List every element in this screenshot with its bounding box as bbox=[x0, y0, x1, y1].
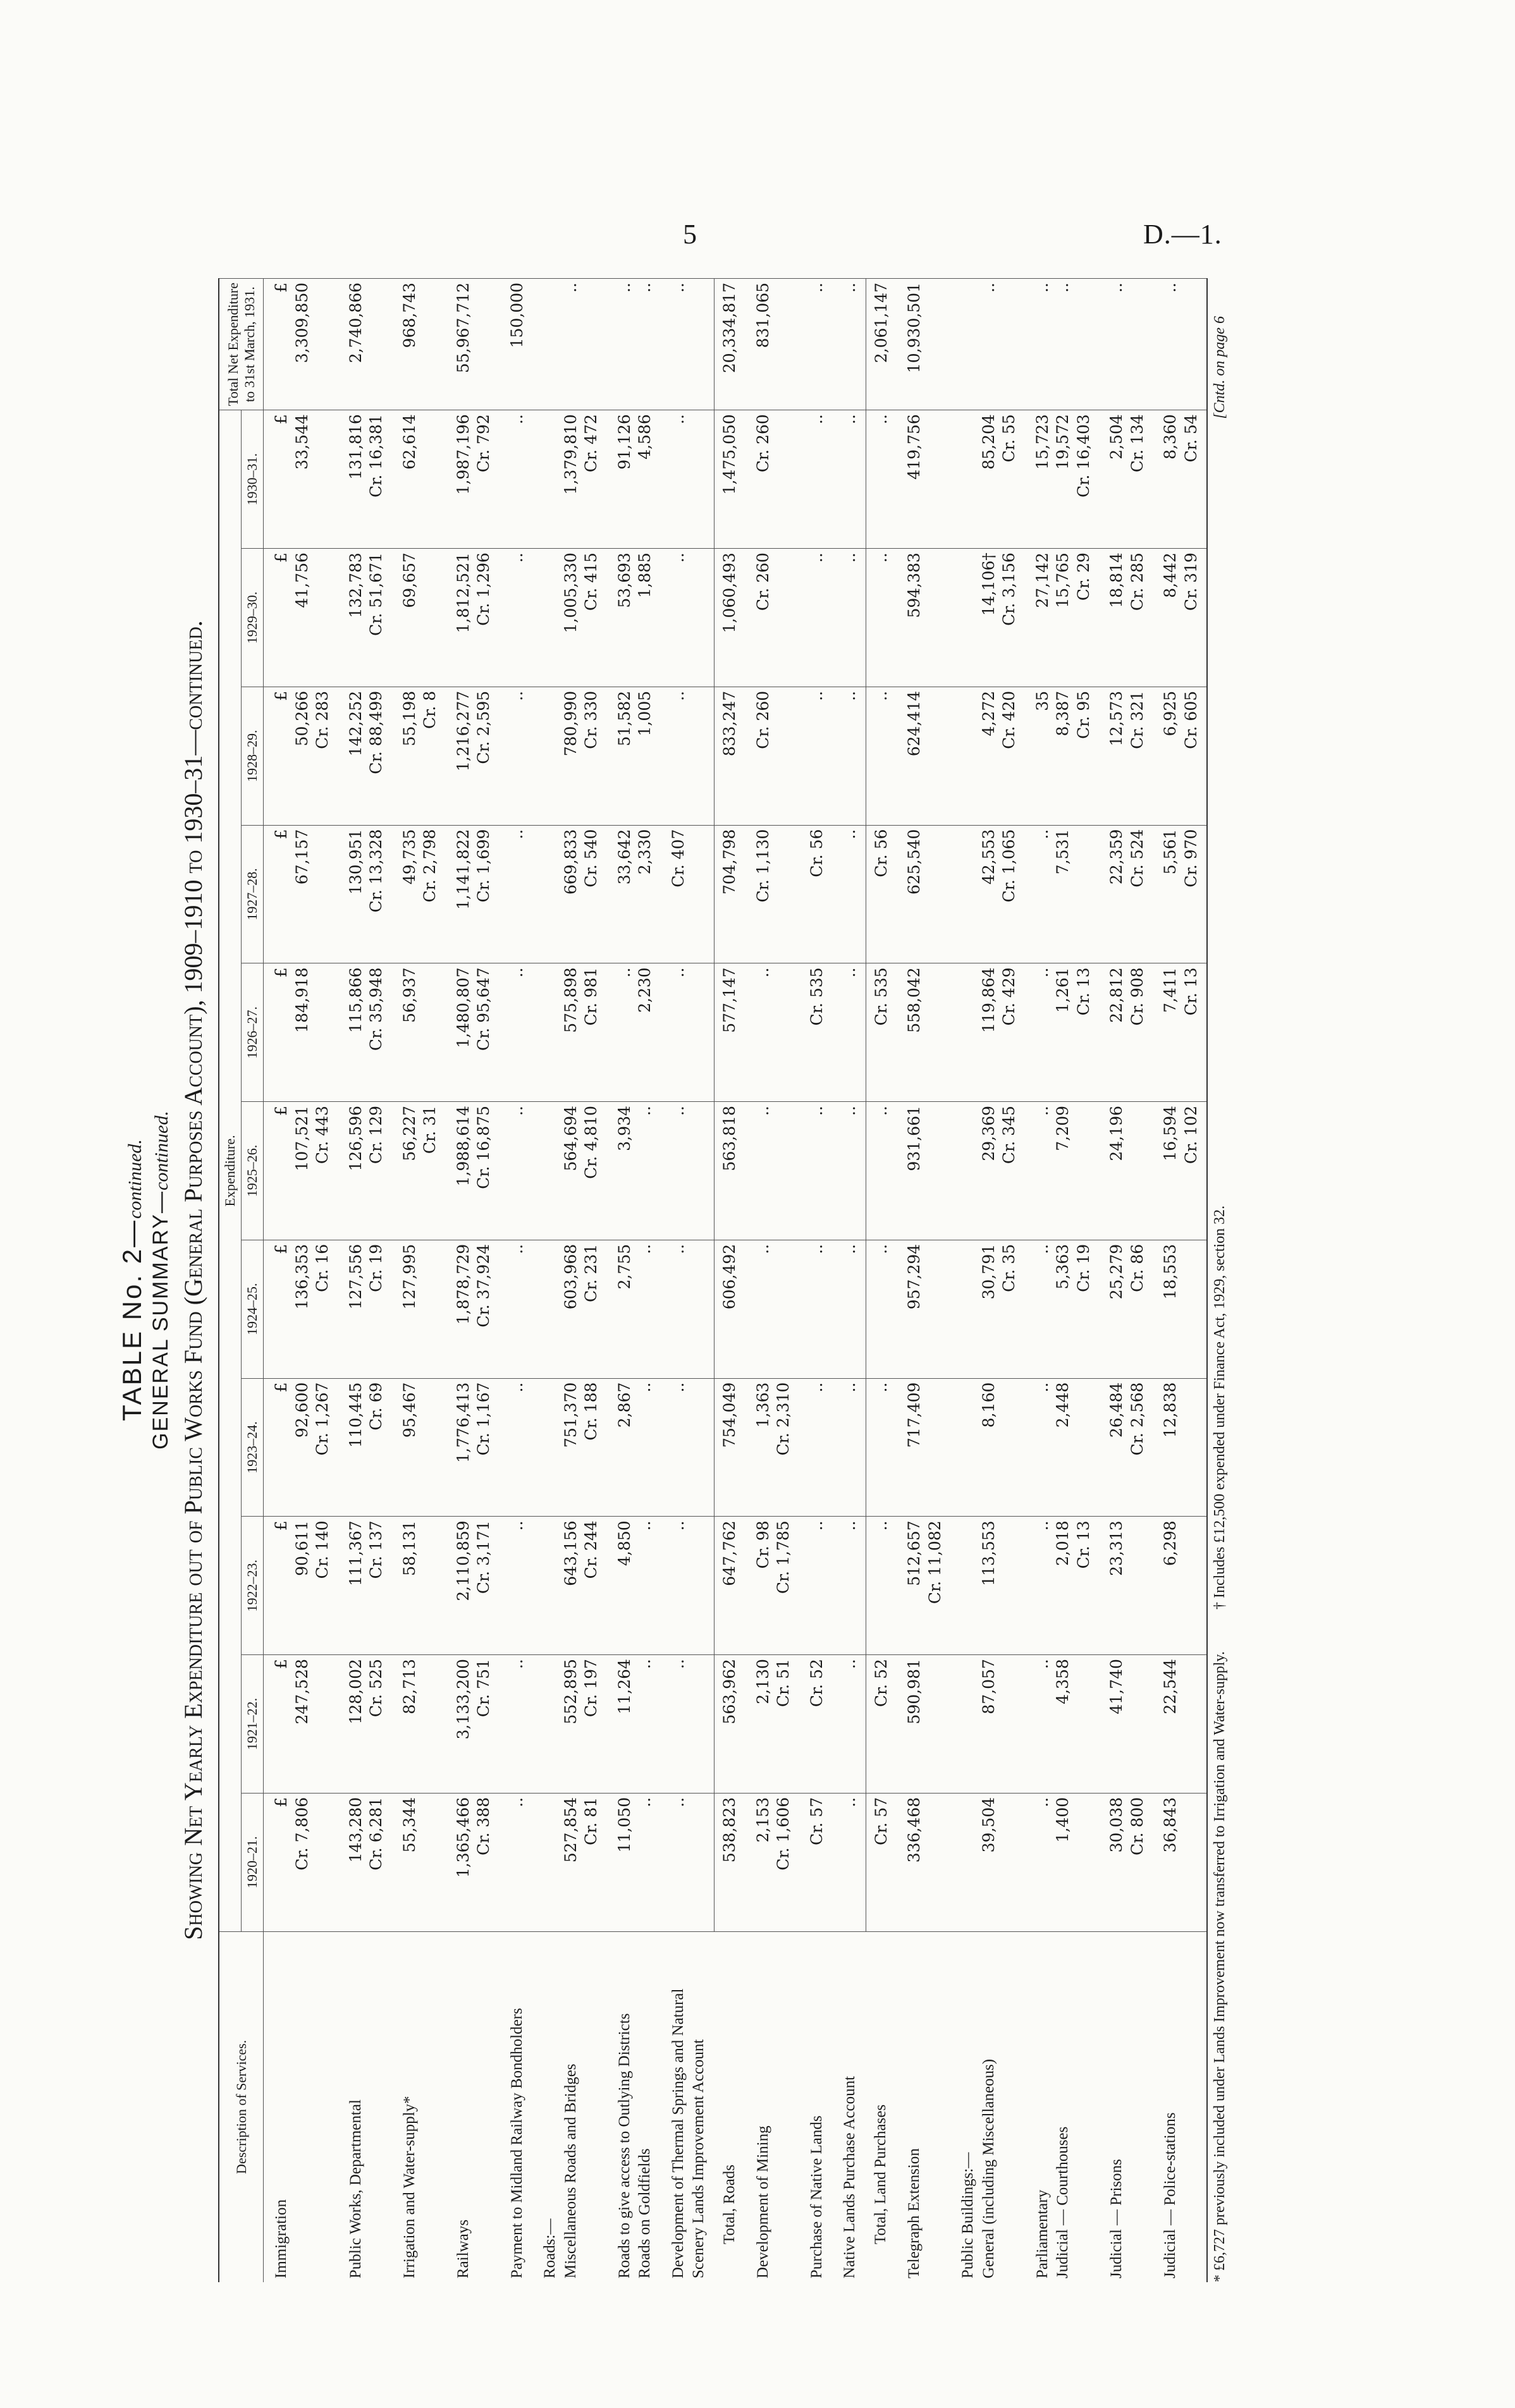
expenditure-header: Expenditure. bbox=[219, 410, 242, 1931]
continued-note: [Cntd. on page 6 bbox=[1211, 316, 1228, 419]
year-value-cell: 16,594 Cr. 102 bbox=[1153, 1102, 1207, 1240]
table-row bbox=[392, 279, 446, 2283]
description-header: Description of Services. bbox=[219, 1931, 264, 2282]
year-value-cell: 23,313 bbox=[1099, 1517, 1153, 1655]
year-value-cell: 11,264 .. bbox=[607, 1655, 661, 1794]
total-value-cell: .. bbox=[661, 279, 715, 410]
service-description: Irrigation and Water-supply* bbox=[392, 1931, 446, 2282]
year-value-cell: 931,661 bbox=[897, 1102, 950, 1240]
year-value-cell: .. bbox=[832, 410, 866, 549]
year-value-cell: Cr. 260 bbox=[745, 687, 799, 825]
table-title: TABLE No. 2—continued. bbox=[117, 1139, 147, 1421]
year-value-cell: .. bbox=[832, 1793, 866, 1931]
footnote-star: * £6,727 previously included under Lands Improvement now transferred to Irrigation and Water-supply. bbox=[1211, 1651, 1228, 2282]
year-value-cell: 22,812 Cr. 908 bbox=[1099, 963, 1153, 1102]
year-value-cell: .. bbox=[661, 410, 715, 549]
year-value-cell: 29,369 Cr. 345 bbox=[950, 1102, 1025, 1240]
year-value-cell: 126,596 Cr. 129 bbox=[338, 1102, 392, 1240]
year-value-cell: £ 184,918 bbox=[264, 963, 338, 1102]
year-value-cell: 49,735 Cr. 2,798 bbox=[392, 825, 446, 963]
year-value-cell: Cr. 57 bbox=[799, 1793, 833, 1931]
year-value-cell: .. bbox=[661, 1655, 715, 1794]
total-value-cell: .. bbox=[1153, 279, 1207, 410]
year-value-cell: 1,005,330 Cr. 415 bbox=[532, 549, 607, 687]
service-description: Judicial — Prisons bbox=[1099, 1931, 1153, 2282]
total-value-cell: £ 3,309,850 bbox=[264, 279, 338, 410]
year-value-cell: 552,895 Cr. 197 bbox=[532, 1655, 607, 1794]
year-value-cell: Cr. 98 Cr. 1,785 bbox=[745, 1517, 799, 1655]
year-value-cell: .. bbox=[832, 825, 866, 963]
year-value-cell: 2,153 Cr. 1,606 bbox=[745, 1793, 799, 1931]
year-value-cell: .. 7,209 bbox=[1025, 1102, 1100, 1240]
year-value-cell: 35 8,387 Cr. 95 bbox=[1025, 687, 1100, 825]
year-value-cell: 1,776,413 Cr. 1,167 bbox=[446, 1378, 500, 1517]
year-value-cell: .. bbox=[500, 549, 533, 687]
year-value-cell: .. 2,230 bbox=[607, 963, 661, 1102]
table-subtitle-cont: continued. bbox=[151, 1111, 172, 1190]
year-value-cell: Cr. 52 bbox=[799, 1655, 833, 1794]
total-header: Total Net Expenditure to 31st March, 1931. bbox=[219, 279, 264, 410]
year-value-cell: .. bbox=[500, 1378, 533, 1517]
table-row bbox=[1025, 279, 1100, 2283]
year-value-cell: .. bbox=[866, 1240, 897, 1378]
year-value-cell: 647,762 bbox=[715, 1517, 745, 1655]
year-value-cell: £ Cr. 7,806 bbox=[264, 1793, 338, 1931]
year-value-cell: .. 2,018 Cr. 13 bbox=[1025, 1517, 1100, 1655]
year-value-cell: .. bbox=[866, 1102, 897, 1240]
year-value-cell: .. bbox=[500, 1793, 533, 1931]
year-value-cell: 143,280 Cr. 6,281 bbox=[338, 1793, 392, 1931]
year-value-cell: 6,925 Cr. 605 bbox=[1153, 687, 1207, 825]
year-value-cell: 558,042 bbox=[897, 963, 950, 1102]
total-value-cell: 10,930,501 bbox=[897, 279, 950, 410]
table-subtitle-main: GENERAL SUMMARY bbox=[149, 1213, 173, 1450]
year-value-cell: .. bbox=[500, 687, 533, 825]
year-value-cell: 2,504 Cr. 134 bbox=[1099, 410, 1153, 549]
service-description: Development of Thermal Springs and Natural Scenery Lands Improvement Account bbox=[661, 1931, 715, 2282]
year-value-cell: .. bbox=[832, 1378, 866, 1517]
year-value-cell: 55,198 Cr. 8 bbox=[392, 687, 446, 825]
year-value-cell: 12,573 Cr. 321 bbox=[1099, 687, 1153, 825]
year-value-cell: 119,864 Cr. 429 bbox=[950, 963, 1025, 1102]
year-value-cell: 8,160 bbox=[950, 1378, 1025, 1517]
year-header: 1930–31. bbox=[242, 410, 264, 549]
table-description: Showing Net Yearly Expenditure out of Public Works Fund (General Purposes Account), 1909–1910 to 1930–31—continued. bbox=[179, 620, 207, 1940]
total-value-cell: .. bbox=[950, 279, 1025, 410]
year-header: 1929–30. bbox=[242, 549, 264, 687]
year-value-cell: 563,818 bbox=[715, 1102, 745, 1240]
table-title-main: TABLE No. 2 bbox=[117, 1247, 147, 1421]
year-value-cell: .. bbox=[799, 1102, 833, 1240]
year-value-cell: 39,504 bbox=[950, 1793, 1025, 1931]
year-value-cell: £ 107,521 Cr. 443 bbox=[264, 1102, 338, 1240]
year-header: 1926–27. bbox=[242, 963, 264, 1102]
year-value-cell: 95,467 bbox=[392, 1378, 446, 1517]
year-value-cell: Cr. 535 bbox=[866, 963, 897, 1102]
year-value-cell: Cr. 407 bbox=[661, 825, 715, 963]
year-value-cell: 1,480,807 Cr. 95,647 bbox=[446, 963, 500, 1102]
year-value-cell: 56,937 bbox=[392, 963, 446, 1102]
year-value-cell: .. bbox=[500, 1102, 533, 1240]
year-value-cell: £ 90,611 Cr. 140 bbox=[264, 1517, 338, 1655]
year-value-cell: Cr. 57 bbox=[866, 1793, 897, 1931]
year-value-cell: 41,740 bbox=[1099, 1655, 1153, 1794]
year-value-cell: 53,693 1,885 bbox=[607, 549, 661, 687]
year-value-cell: 131,816 Cr. 16,381 bbox=[338, 410, 392, 549]
year-value-cell: 30,038 Cr. 800 bbox=[1099, 1793, 1153, 1931]
year-value-cell: 87,057 bbox=[950, 1655, 1025, 1794]
service-description: Immigration bbox=[264, 1931, 338, 2282]
service-description: Development of Mining bbox=[745, 1931, 799, 2282]
year-header: 1924–25. bbox=[242, 1240, 264, 1378]
year-value-cell: .. 2,448 bbox=[1025, 1378, 1100, 1517]
year-value-cell: 603,968 Cr. 231 bbox=[532, 1240, 607, 1378]
table-row bbox=[264, 279, 338, 2283]
year-value-cell: 780,990 Cr. 330 bbox=[532, 687, 607, 825]
year-value-cell: £ 41,756 bbox=[264, 549, 338, 687]
year-value-cell: .. bbox=[799, 1240, 833, 1378]
year-value-cell: 538,823 bbox=[715, 1793, 745, 1931]
year-value-cell: 62,614 bbox=[392, 410, 446, 549]
year-value-cell: 527,854 Cr. 81 bbox=[532, 1793, 607, 1931]
year-value-cell: 1,812,521 Cr. 1,296 bbox=[446, 549, 500, 687]
table-row bbox=[338, 279, 392, 2283]
year-value-cell: 754,049 bbox=[715, 1378, 745, 1517]
year-value-cell: .. bbox=[866, 410, 897, 549]
year-value-cell: .. bbox=[745, 963, 799, 1102]
year-value-cell: .. bbox=[799, 687, 833, 825]
table-row bbox=[832, 279, 866, 2283]
year-value-cell: Cr. 260 bbox=[745, 549, 799, 687]
year-value-cell: 91,126 4,586 bbox=[607, 410, 661, 549]
service-description: Total, Roads bbox=[715, 1931, 745, 2282]
table-row bbox=[532, 279, 607, 2283]
service-description: Roads to give access to Outlying Districts Roads on Goldfields bbox=[607, 1931, 661, 2282]
year-value-cell: 6,298 bbox=[1153, 1517, 1207, 1655]
year-value-cell: .. bbox=[500, 963, 533, 1102]
year-value-cell: Cr. 56 bbox=[799, 825, 833, 963]
year-value-cell: Cr. 52 bbox=[866, 1655, 897, 1794]
year-value-cell: £ 67,157 bbox=[264, 825, 338, 963]
service-description: Telegraph Extension bbox=[897, 1931, 950, 2282]
year-value-cell: 957,294 bbox=[897, 1240, 950, 1378]
year-value-cell: .. bbox=[799, 1378, 833, 1517]
year-value-cell: 4,850 .. bbox=[607, 1517, 661, 1655]
year-value-cell: 85,204 Cr. 55 bbox=[950, 410, 1025, 549]
total-value-cell: 2,740,866 bbox=[338, 279, 392, 410]
table-row bbox=[897, 279, 950, 2283]
total-value-cell: .. .. bbox=[1025, 279, 1100, 410]
year-value-cell: 115,866 Cr. 35,948 bbox=[338, 963, 392, 1102]
footnotes bbox=[1211, 278, 1229, 2282]
year-value-cell: 36,843 bbox=[1153, 1793, 1207, 1931]
footnote-dagger: † Includes £12,500 expended under Finance Act, 1929, section 32. bbox=[1211, 1205, 1228, 1610]
year-value-cell: .. bbox=[661, 549, 715, 687]
service-description: Roads:— Miscellaneous Roads and Bridges bbox=[532, 1931, 607, 2282]
year-value-cell: Cr. 56 bbox=[866, 825, 897, 963]
year-value-cell: .. bbox=[866, 1378, 897, 1517]
year-value-cell: 82,713 bbox=[392, 1655, 446, 1794]
year-value-cell: 14,106† Cr. 3,156 bbox=[950, 549, 1025, 687]
year-value-cell: 22,544 bbox=[1153, 1655, 1207, 1794]
year-value-cell: £ 33,544 bbox=[264, 410, 338, 549]
total-value-cell: .. bbox=[1099, 279, 1153, 410]
year-value-cell: 2,867 .. bbox=[607, 1378, 661, 1517]
table-row bbox=[745, 279, 799, 2283]
year-value-cell: 1,141,822 Cr. 1,699 bbox=[446, 825, 500, 963]
year-value-cell: 1,216,277 Cr. 2,595 bbox=[446, 687, 500, 825]
year-value-cell: .. 1,261 Cr. 13 bbox=[1025, 963, 1100, 1102]
table-row bbox=[950, 279, 1025, 2283]
year-value-cell: .. 5,363 Cr. 19 bbox=[1025, 1240, 1100, 1378]
year-value-cell: 4,272 Cr. 420 bbox=[950, 687, 1025, 825]
service-description: Purchase of Native Lands bbox=[799, 1931, 833, 2282]
year-value-cell: 1,363 Cr. 2,310 bbox=[745, 1378, 799, 1517]
total-row bbox=[715, 279, 745, 2283]
year-value-cell: 1,988,614 Cr. 16,875 bbox=[446, 1102, 500, 1240]
year-value-cell: .. bbox=[832, 1517, 866, 1655]
year-value-cell: 833,247 bbox=[715, 687, 745, 825]
year-value-cell: .. 7,531 bbox=[1025, 825, 1100, 963]
year-value-cell: .. bbox=[832, 1240, 866, 1378]
table-row bbox=[500, 279, 533, 2283]
table-row bbox=[799, 279, 833, 2283]
year-value-cell: Cr. 535 bbox=[799, 963, 833, 1102]
year-value-cell: .. bbox=[661, 1517, 715, 1655]
year-value-cell: 30,791 Cr. 35 bbox=[950, 1240, 1025, 1378]
year-header: 1928–29. bbox=[242, 687, 264, 825]
year-value-cell: 1,060,493 bbox=[715, 549, 745, 687]
year-header: 1922–23. bbox=[242, 1517, 264, 1655]
year-value-cell: 575,898 Cr. 981 bbox=[532, 963, 607, 1102]
total-value-cell: 2,061,147 bbox=[866, 279, 897, 410]
service-description: Native Lands Purchase Account bbox=[832, 1931, 866, 2282]
year-value-cell: 1,475,050 bbox=[715, 410, 745, 549]
year-value-cell: 577,147 bbox=[715, 963, 745, 1102]
year-value-cell: 5,561 Cr. 970 bbox=[1153, 825, 1207, 963]
year-value-cell: .. bbox=[661, 1102, 715, 1240]
year-value-cell: .. bbox=[799, 410, 833, 549]
total-value-cell: 55,967,712 bbox=[446, 279, 500, 410]
year-value-cell: 127,995 bbox=[392, 1240, 446, 1378]
year-value-cell: .. bbox=[832, 1102, 866, 1240]
table-subtitle: GENERAL SUMMARY—continued. bbox=[149, 1111, 173, 1450]
year-value-cell: 590,981 bbox=[897, 1655, 950, 1794]
year-value-cell: 142,252 Cr. 88,499 bbox=[338, 687, 392, 825]
year-value-cell: Cr. 1,130 bbox=[745, 825, 799, 963]
year-value-cell: 606,492 bbox=[715, 1240, 745, 1378]
year-header: 1920–21. bbox=[242, 1793, 264, 1931]
year-value-cell: .. bbox=[832, 549, 866, 687]
table-row bbox=[446, 279, 500, 2283]
service-description: Public Buildings:— General (including Miscellaneous) bbox=[950, 1931, 1025, 2282]
year-header: 1925–26. bbox=[242, 1102, 264, 1240]
year-value-cell: 3,133,200 Cr. 751 bbox=[446, 1655, 500, 1794]
year-value-cell: Cr. 260 bbox=[745, 410, 799, 549]
service-description: Public Works, Departmental bbox=[338, 1931, 392, 2282]
year-value-cell: £ 136,353 Cr. 16 bbox=[264, 1240, 338, 1378]
year-value-cell: 55,344 bbox=[392, 1793, 446, 1931]
year-value-cell: 643,156 Cr. 244 bbox=[532, 1517, 607, 1655]
table-row bbox=[1099, 279, 1153, 2283]
year-value-cell: 24,196 bbox=[1099, 1102, 1153, 1240]
year-value-cell: 7,411 Cr. 13 bbox=[1153, 963, 1207, 1102]
year-value-cell: 1,987,196 Cr. 792 bbox=[446, 410, 500, 549]
year-value-cell: 25,279 Cr. 86 bbox=[1099, 1240, 1153, 1378]
year-value-cell: 111,367 Cr. 137 bbox=[338, 1517, 392, 1655]
year-value-cell: 704,798 bbox=[715, 825, 745, 963]
year-value-cell: 128,002 Cr. 525 bbox=[338, 1655, 392, 1794]
total-value-cell: 20,334,817 bbox=[715, 279, 745, 410]
total-value-cell: .. bbox=[832, 279, 866, 410]
year-value-cell: 18,814 Cr. 285 bbox=[1099, 549, 1153, 687]
table-row bbox=[661, 279, 715, 2283]
year-value-cell: 336,468 bbox=[897, 1793, 950, 1931]
year-value-cell: 564,694 Cr. 4,810 bbox=[532, 1102, 607, 1240]
year-value-cell: 18,553 bbox=[1153, 1240, 1207, 1378]
year-value-cell: 563,962 bbox=[715, 1655, 745, 1794]
year-value-cell: 594,383 bbox=[897, 549, 950, 687]
year-value-cell: 11,050 .. bbox=[607, 1793, 661, 1931]
table-heading-block bbox=[117, 278, 208, 2282]
year-value-cell: .. bbox=[866, 1517, 897, 1655]
total-value-cell: .. .. bbox=[607, 279, 661, 410]
year-value-cell: 15,723 19,572 Cr. 16,403 bbox=[1025, 410, 1100, 549]
year-value-cell: .. bbox=[745, 1240, 799, 1378]
year-value-cell: 8,360 Cr. 54 bbox=[1153, 410, 1207, 549]
year-value-cell: .. bbox=[500, 1517, 533, 1655]
total-value-cell: 831,065 bbox=[745, 279, 799, 410]
year-value-cell: 512,657 Cr. 11,082 bbox=[897, 1517, 950, 1655]
year-value-cell: £ 50,266 Cr. 283 bbox=[264, 687, 338, 825]
year-value-cell: .. bbox=[500, 1655, 533, 1794]
year-value-cell: 751,370 Cr. 188 bbox=[532, 1378, 607, 1517]
year-value-cell: 3,934 .. bbox=[607, 1102, 661, 1240]
year-value-cell: .. bbox=[799, 1517, 833, 1655]
year-value-cell: .. bbox=[661, 1378, 715, 1517]
year-value-cell: .. bbox=[500, 410, 533, 549]
year-value-cell: £ 92,600 Cr. 1,267 bbox=[264, 1378, 338, 1517]
year-value-cell: .. 4,358 bbox=[1025, 1655, 1100, 1794]
year-value-cell: 33,642 2,330 bbox=[607, 825, 661, 963]
year-value-cell: 1,365,466 Cr. 388 bbox=[446, 1793, 500, 1931]
year-header: 1927–28. bbox=[242, 825, 264, 963]
year-value-cell: 26,484 Cr. 2,568 bbox=[1099, 1378, 1153, 1517]
year-value-cell: .. bbox=[832, 687, 866, 825]
total-value-cell: 968,743 bbox=[392, 279, 446, 410]
year-value-cell: 2,755 .. bbox=[607, 1240, 661, 1378]
service-description: Judicial — Police-stations bbox=[1153, 1931, 1207, 2282]
year-value-cell: 12,838 bbox=[1153, 1378, 1207, 1517]
year-value-cell: 51,582 1,005 bbox=[607, 687, 661, 825]
year-value-cell: 132,783 Cr. 51,671 bbox=[338, 549, 392, 687]
year-value-cell: .. bbox=[832, 963, 866, 1102]
year-value-cell: .. 1,400 bbox=[1025, 1793, 1100, 1931]
total-value-cell: 150,000 bbox=[500, 279, 533, 410]
year-value-cell: 8,442 Cr. 319 bbox=[1153, 549, 1207, 687]
service-description: Railways bbox=[446, 1931, 500, 2282]
year-value-cell: £ 247,528 bbox=[264, 1655, 338, 1794]
year-value-cell: 58,131 bbox=[392, 1517, 446, 1655]
year-value-cell: 113,553 bbox=[950, 1517, 1025, 1655]
service-description: Total, Land Purchases bbox=[866, 1931, 897, 2282]
page-number: 5 bbox=[683, 219, 697, 250]
table-row bbox=[1153, 279, 1207, 2283]
year-value-cell: 624,414 bbox=[897, 687, 950, 825]
total-value-cell: .. bbox=[799, 279, 833, 410]
year-value-cell: .. bbox=[500, 1240, 533, 1378]
year-value-cell: 1,878,729 Cr. 37,924 bbox=[446, 1240, 500, 1378]
year-value-cell: .. bbox=[661, 1793, 715, 1931]
total-value-cell: .. bbox=[532, 279, 607, 410]
year-value-cell: 22,359 Cr. 524 bbox=[1099, 825, 1153, 963]
year-value-cell: .. bbox=[745, 1102, 799, 1240]
year-value-cell: 127,556 Cr. 19 bbox=[338, 1240, 392, 1378]
year-header: 1923–24. bbox=[242, 1378, 264, 1517]
year-value-cell: 669,833 Cr. 540 bbox=[532, 825, 607, 963]
year-value-cell: 2,130 Cr. 51 bbox=[745, 1655, 799, 1794]
year-value-cell: .. bbox=[500, 825, 533, 963]
year-value-cell: 2,110,859 Cr. 3,171 bbox=[446, 1517, 500, 1655]
year-value-cell: .. bbox=[661, 963, 715, 1102]
year-value-cell: .. bbox=[866, 687, 897, 825]
year-value-cell: 42,553 Cr. 1,065 bbox=[950, 825, 1025, 963]
year-value-cell: 717,409 bbox=[897, 1378, 950, 1517]
service-description: Parliamentary Judicial — Courthouses bbox=[1025, 1931, 1100, 2282]
rotated-table-page bbox=[117, 278, 1268, 2282]
total-row bbox=[866, 279, 897, 2283]
year-value-cell: 625,540 bbox=[897, 825, 950, 963]
year-value-cell: 69,657 bbox=[392, 549, 446, 687]
year-value-cell: .. bbox=[866, 549, 897, 687]
year-value-cell: 130,951 Cr. 13,328 bbox=[338, 825, 392, 963]
year-value-cell: 56,227 Cr. 31 bbox=[392, 1102, 446, 1240]
table-title-cont: continued. bbox=[125, 1139, 145, 1219]
expenditure-table bbox=[218, 278, 1208, 2282]
year-value-cell: 110,445 Cr. 69 bbox=[338, 1378, 392, 1517]
document-reference: D.—1. bbox=[1143, 219, 1222, 250]
year-value-cell: .. bbox=[799, 549, 833, 687]
year-value-cell: 419,756 bbox=[897, 410, 950, 549]
year-value-cell: .. bbox=[661, 1240, 715, 1378]
year-value-cell: .. bbox=[832, 1655, 866, 1794]
year-value-cell: 27,142 15,765 Cr. 29 bbox=[1025, 549, 1100, 687]
service-description: Payment to Midland Railway Bondholders bbox=[500, 1931, 533, 2282]
year-value-cell: .. bbox=[661, 687, 715, 825]
table-row bbox=[607, 279, 661, 2283]
year-header: 1921–22. bbox=[242, 1655, 264, 1794]
year-value-cell: 1,379,810 Cr. 472 bbox=[532, 410, 607, 549]
